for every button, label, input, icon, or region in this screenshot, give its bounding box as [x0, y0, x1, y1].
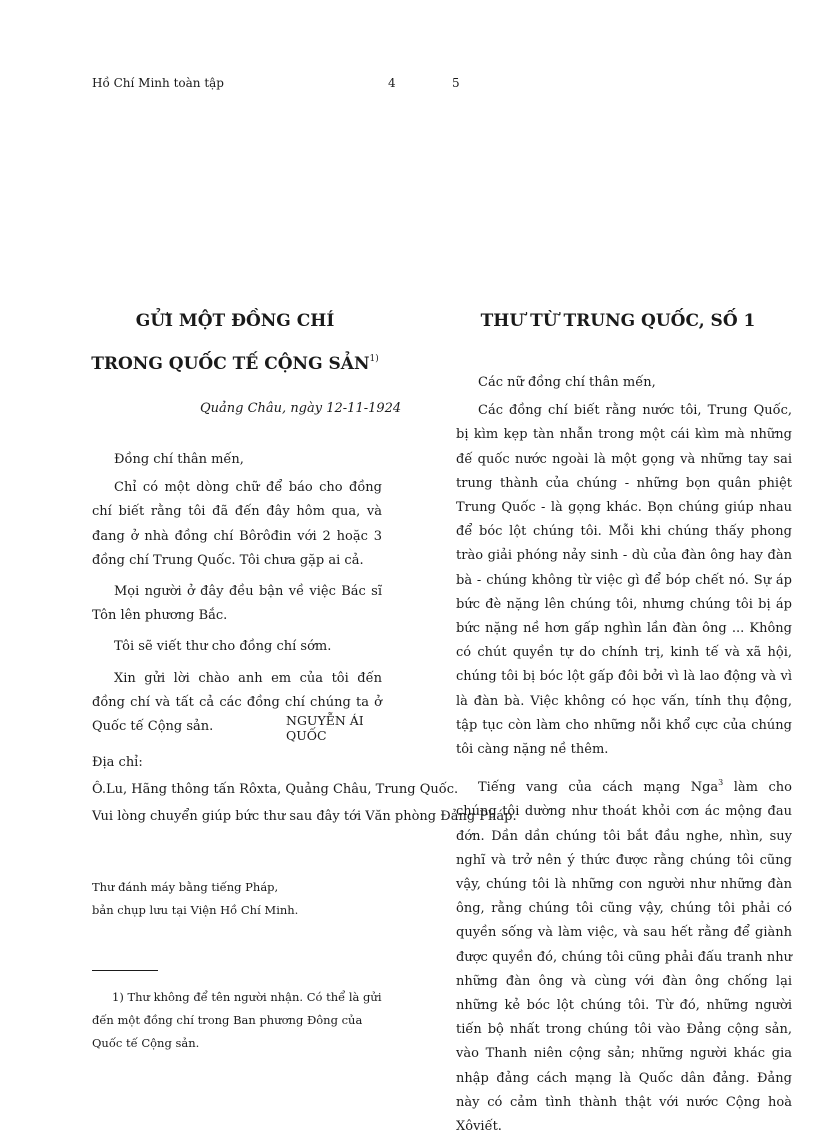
forward-line: Vui lòng chuyển giúp bức thư sau đây tới Văn phòng Đảng Pháp.: [92, 809, 517, 824]
running-title: Hồ Chí Minh toàn tập: [92, 76, 224, 90]
left-title-line2-text: TRONG QUỐC TẾ CỘNG SẢN: [91, 354, 370, 374]
left-paragraph: Tôi sẽ viết thư cho đồng chí sớm.: [114, 639, 332, 655]
dateline: Quảng Châu, ngày 12-11-1924: [200, 401, 402, 416]
right-paragraph-2: [456, 771, 792, 1139]
address-label: Địa chỉ:: [92, 755, 143, 770]
footnote-divider: [92, 970, 158, 971]
source-line-1: Thư đánh máy bằng tiếng Pháp,: [92, 880, 279, 894]
left-article-title: [90, 302, 380, 383]
source-line-2: bản chụp lưu tại Viện Hồ Chí Minh.: [92, 903, 299, 917]
left-paragraph: Xin gửi lời chào anh em của tôi đến đồng chí và tất cả các đồng chí chúng ta ở Quốc tế Cộng sản.: [92, 670, 382, 735]
right-salutation: Các nữ đồng chí thân mến,: [478, 375, 656, 390]
left-title-line2: [90, 340, 380, 383]
signature: NGUYỄN ÁI QUỐC: [286, 713, 364, 743]
address-block: [92, 749, 517, 830]
page-number-right: 5: [452, 76, 460, 90]
right-letter-body: [456, 371, 792, 1148]
left-title-line1: GỬI MỘT ĐỒNG CHÍ: [135, 311, 335, 331]
left-salutation: Đồng chí thân mến,: [114, 452, 244, 467]
footnote: 1) Thư không để tên người nhận. Có thể là gửi đến một đồng chí trong Ban phương Đông của Quốc tế Cộng sản.: [92, 990, 382, 1050]
source-note: [92, 876, 298, 922]
right-page: [408, 0, 816, 1135]
footnote-ref: 3: [718, 778, 724, 788]
paragraph2-rest: làm cho chúng tôi dường như thoát khỏi cơn ác mộng đau đớn. Dần dần chúng tôi bắt đầu nghe, nhìn, suy nghĩ và trở nên ý thức được rằng chúng tôi cũng vậy, chúng tôi là những con người như những đàn ông, rằng chúng tôi cũng vậy, chúng tôi phải có quyền sống và làm việc, và sau hết rằng để giành được quyền đó, chúng tôi cũng phải đấu tranh như những đàn ông và cùng với đàn ông chống lại những kẻ bóc lột chúng tôi. Từ đó, những người tiến bộ nhất trong chúng tôi vào Đảng cộng sản, vào Thanh niên cộng sản; những người khác gia nhập đảng cách mạng là Quốc dân đảng. Đảng này có cảm tình thành thật với nước Cộng hoà Xôviết.: [456, 780, 793, 1135]
right-article-title: THƯ TỪ TRUNG QUỐC, SỐ 1: [480, 311, 756, 331]
left-paragraph: Mọi người ở đây đều bận về việc Bác sĩ Tôn lên phương Bắc.: [92, 584, 382, 624]
page-number-left: 4: [388, 76, 396, 90]
address-line: Ô.Lu, Hãng thông tấn Rôxta, Quảng Châu, Trung Quốc.: [92, 782, 459, 797]
paragraph2-start: Tiếng vang của cách mạng Nga: [478, 780, 719, 796]
right-paragraph-1: Các đồng chí biết rằng nước tôi, Trung Quốc, bị kìm kẹp tàn nhẫn trong một cái kìm mà những đế quốc nước ngoài là một gọng và những tay sai trung thành của chúng - những bọn quân phiệt Trung Quốc - là gọng khác. Bọn chúng giúp nhau để bóc lột chúng tôi. Mỗi khi chúng thấy phong trào giải phóng nảy sinh - dù của đàn ông hay đàn bà - chúng không từ việc gì để bóp chết nó. Sự áp bức đè nặng lên chúng tôi, nhưng chúng tôi bị áp bức nặng nề hơn gấp nghìn lần đàn ông ... Không có chút quyền tự do chính trị, kinh tế và xã hội, chúng tôi bị bóc lột gấp đôi bởi vì là lao động và vì là đàn bà. Việc không có học vấn, tính thụ động, tập tục còn làm cho những nỗi khổ cực của chúng tôi càng nặng nề thêm.: [456, 403, 792, 758]
left-paragraph: Chỉ có một dòng chữ để báo cho đồng chí biết rằng tôi đã đến đây hôm qua, và đang ở nhà đồng chí Bôrôđin với 2 hoặc 3 đồng chí Trung Quốc. Tôi chưa gặp ai cả.: [92, 480, 382, 568]
left-title-note: 1): [369, 354, 379, 364]
left-letter-body: [92, 448, 382, 746]
